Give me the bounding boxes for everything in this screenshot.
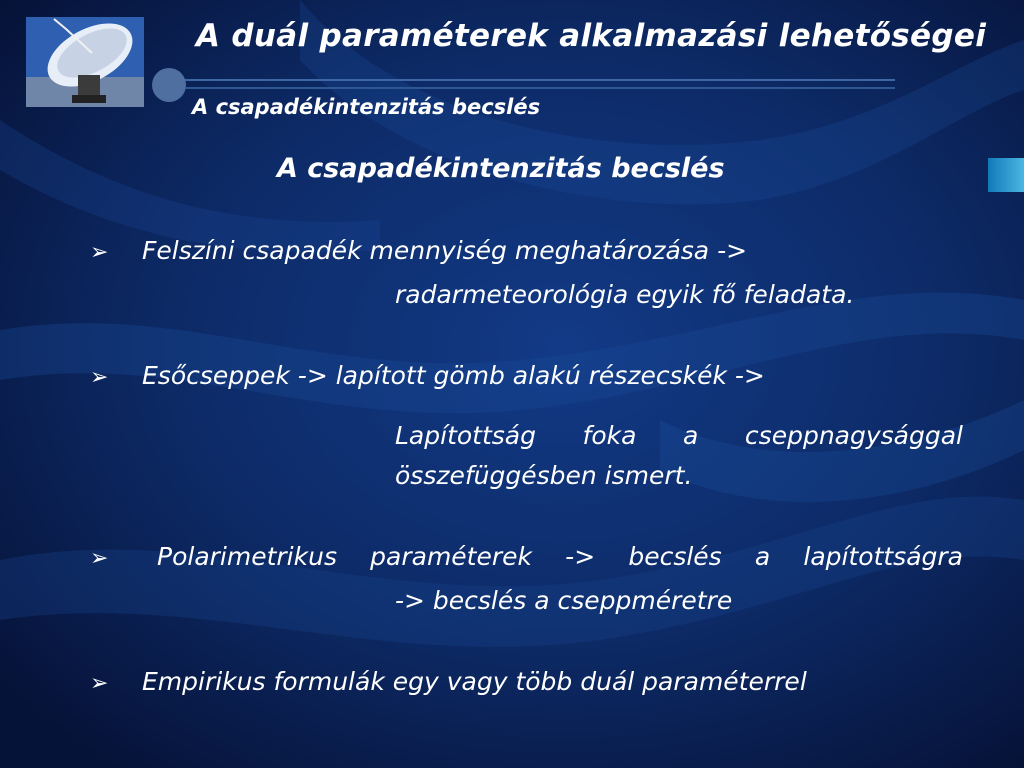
title-rule-dot [152, 68, 186, 102]
arrowhead-bullet-icon: ➢ [90, 546, 109, 571]
bullet-2-line-2: Lapítottság foka a cseppnagysággal [395, 421, 963, 450]
slide-title: A duál paraméterek alkalmazási lehetőségei [196, 18, 987, 54]
satellite-dish-icon [26, 17, 144, 107]
arrowhead-bullet-icon: ➢ [90, 671, 109, 696]
bullet-3-line-2: -> becslés a cseppméretre [395, 586, 733, 615]
arrowhead-bullet-icon: ➢ [90, 365, 109, 390]
arrowhead-bullet-icon: ➢ [90, 240, 109, 265]
accent-tab [988, 158, 1024, 192]
title-rule-secondary [185, 87, 895, 89]
bullet-1-line-1: Felszíni csapadék mennyiség meghatározása -> [142, 236, 748, 265]
slide-subtitle: A csapadékintenzitás becslés [192, 95, 541, 119]
bullet-3-line-1: Polarimetrikus paraméterek -> becslés a lapítottságra [157, 542, 963, 571]
bullet-2-line-3: összefüggésben ismert. [395, 461, 693, 490]
bullet-4-line-1: Empirikus formulák egy vagy több duál paraméterrel [142, 667, 807, 696]
title-rule [185, 79, 895, 81]
bullet-2-line-1: Esőcseppek -> lapított gömb alakú részecskék -> [142, 361, 765, 390]
bullet-1-line-2: radarmeteorológia egyik fő feladata. [395, 280, 855, 309]
content-heading: A csapadékintenzitás becslés [277, 153, 725, 184]
